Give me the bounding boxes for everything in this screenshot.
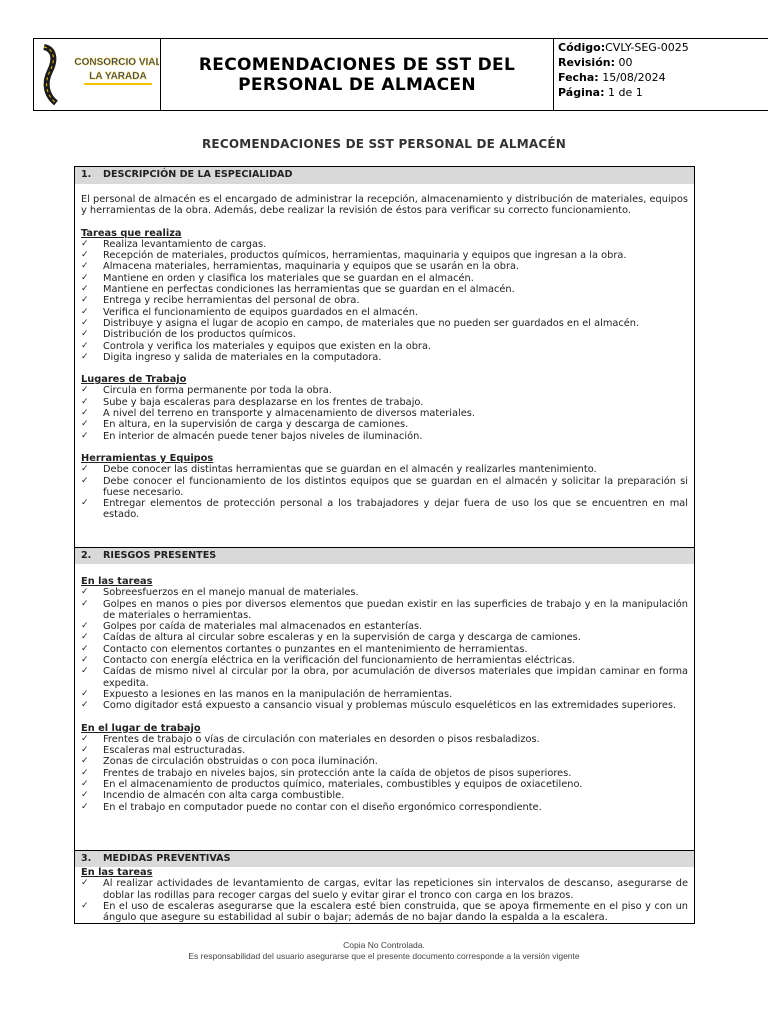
list-item-text: Caídas de mismo nivel al circular por la obra, por acumulación de diversos materiales que impidan caminar en forma expedita. bbox=[103, 666, 688, 689]
riesgos-tareas-list bbox=[81, 587, 688, 711]
medidas-tareas-heading: En las tareas bbox=[81, 867, 153, 878]
list-item bbox=[81, 689, 688, 700]
list-item-text: Recepción de materiales, productos químicos, herramientas, maquinaria y equipos que ingresan a la obra. bbox=[103, 250, 627, 262]
list-item bbox=[81, 632, 688, 643]
section-1-number: 1. bbox=[81, 169, 92, 180]
checkmark-icon: ✓ bbox=[81, 317, 89, 328]
lugares-heading: Lugares de Trabajo bbox=[81, 374, 187, 386]
list-item bbox=[81, 878, 688, 901]
footer-line1: Copia No Controlada. bbox=[343, 940, 425, 950]
list-item-text: Digita ingreso y salida de materiales en la computadora. bbox=[103, 351, 382, 363]
list-item-text: En interior de almacén puede tener bajos niveles de iluminación. bbox=[103, 430, 423, 442]
checkmark-icon: ✓ bbox=[81, 419, 89, 430]
checkmark-icon: ✓ bbox=[81, 655, 89, 666]
list-item bbox=[81, 385, 688, 396]
list-item-text: En el almacenamiento de productos químico, materiales, combustibles y equipos de oxiacetileno. bbox=[103, 779, 583, 791]
list-item bbox=[81, 655, 688, 666]
logo-line1: CONSORCIO VIAL bbox=[74, 57, 159, 68]
checkmark-icon: ✓ bbox=[81, 408, 89, 419]
checkmark-icon: ✓ bbox=[81, 475, 89, 486]
pagina-label: Página: bbox=[558, 86, 605, 99]
section-3-number: 3. bbox=[81, 853, 92, 864]
section-3-body bbox=[81, 867, 688, 923]
list-item bbox=[81, 318, 688, 329]
codigo-value: CVLY-SEG-0025 bbox=[605, 41, 689, 54]
list-item-text: Contacto con elementos cortantes o punzantes en el mantenimiento de herramientas. bbox=[103, 643, 528, 655]
checkmark-icon: ✓ bbox=[81, 790, 89, 801]
revision-label: Revisión: bbox=[558, 56, 615, 69]
list-item bbox=[81, 901, 688, 924]
checkmark-icon: ✓ bbox=[81, 396, 89, 407]
checkmark-icon: ✓ bbox=[81, 351, 89, 362]
list-item-text: Mantiene en orden y clasifica los materiales que se guardan en el almacén. bbox=[103, 272, 474, 284]
checkmark-icon: ✓ bbox=[81, 598, 89, 609]
checkmark-icon: ✓ bbox=[81, 700, 89, 711]
list-item-text: Controla y verifica los materiales y equipos que existen en la obra. bbox=[103, 340, 432, 352]
logo-line2: LA YARADA bbox=[89, 71, 147, 82]
list-item-text: Debe conocer el funcionamiento de los distintos equipos que se guardan en el almacén y solicitar la preparación si fuese necesario. bbox=[103, 475, 688, 498]
list-item-text: Frentes de trabajo en niveles bajos, sin protección ante la caída de objetos de pisos superiores. bbox=[103, 767, 572, 779]
section-2-body bbox=[81, 576, 688, 813]
list-item bbox=[81, 408, 688, 419]
checkmark-icon: ✓ bbox=[81, 498, 89, 509]
list-item bbox=[81, 397, 688, 408]
footer-line2: Es responsabilidad del usuario asegurarse que el presente documento corresponde a la versión vigente bbox=[188, 951, 580, 961]
checkmark-icon: ✓ bbox=[81, 900, 89, 911]
tareas-heading: Tareas que realiza bbox=[81, 227, 182, 239]
list-item bbox=[81, 419, 688, 430]
list-item bbox=[81, 621, 688, 632]
checkmark-icon: ✓ bbox=[81, 688, 89, 699]
list-item-text: Contacto con energía eléctrica en la verificación del funcionamiento de herramientas eléctricas. bbox=[103, 655, 576, 667]
section-3-header bbox=[75, 850, 694, 867]
list-item bbox=[81, 734, 688, 745]
checkmark-icon: ✓ bbox=[81, 756, 89, 767]
revision-value: 00 bbox=[618, 56, 633, 69]
list-item bbox=[81, 261, 688, 272]
section-2-header bbox=[75, 547, 694, 564]
list-item bbox=[81, 599, 688, 622]
list-item-text: Entrega y recibe herramientas del personal de obra. bbox=[103, 295, 360, 307]
list-item-text: Golpes en manos o pies por diversos elementos que puedan existir en las superficies de trabajo y en la manipulación de materiales o herramientas. bbox=[103, 598, 688, 621]
list-item-text: Debe conocer las distintas herramientas que se guardan en el almacén y realizarles mantenimiento. bbox=[103, 464, 597, 476]
list-item bbox=[81, 239, 688, 250]
list-item-text: A nivel del terreno en transporte y almacenamiento de diversos materiales. bbox=[103, 408, 475, 420]
section-2-number: 2. bbox=[81, 550, 92, 561]
list-item-text: Realiza levantamiento de cargas. bbox=[103, 238, 267, 250]
list-item-text: Circula en forma permanente por toda la obra. bbox=[103, 385, 332, 397]
list-item bbox=[81, 295, 688, 306]
checkmark-icon: ✓ bbox=[81, 643, 89, 654]
content-box bbox=[74, 166, 695, 924]
list-item bbox=[81, 273, 688, 284]
section-1-body bbox=[81, 194, 688, 521]
checkmark-icon: ✓ bbox=[81, 801, 89, 812]
list-item-text: Sobreesfuerzos en el manejo manual de materiales. bbox=[103, 587, 359, 599]
fecha-row bbox=[558, 70, 768, 85]
list-item bbox=[81, 745, 688, 756]
checkmark-icon: ✓ bbox=[81, 238, 89, 249]
fecha-label: Fecha: bbox=[558, 71, 599, 84]
list-item-text: Incendio de almacén con alta carga combustible. bbox=[103, 790, 345, 802]
list-item-text: Mantiene en perfectas condiciones las herramientas que se guardan en el almacén. bbox=[103, 284, 515, 296]
list-item bbox=[81, 329, 688, 340]
checkmark-icon: ✓ bbox=[81, 779, 89, 790]
section-2-title: RIESGOS PRESENTES bbox=[103, 550, 217, 561]
list-item bbox=[81, 666, 688, 689]
codigo-row bbox=[558, 40, 768, 55]
list-item-text: Como digitador está expuesto a cansancio visual y problemas músculo esqueléticos en las extremidades superiores. bbox=[103, 700, 677, 712]
list-item bbox=[81, 644, 688, 655]
list-item bbox=[81, 779, 688, 790]
checkmark-icon: ✓ bbox=[81, 430, 89, 441]
list-item-text: Entregar elementos de protección personal a los trabajadores y dejar fuera de uso los que se encuentren en mal estado. bbox=[103, 498, 688, 521]
checkmark-icon: ✓ bbox=[81, 878, 89, 889]
list-item-text: Al realizar actividades de levantamiento de cargas, evitar las repeticiones sin intervalos de descanso, asegurarse de doblar las rodillas para recoger cargas del suelo y evitar girar el tronco con carga en los brazos. bbox=[103, 878, 688, 901]
pagina-row bbox=[558, 85, 768, 100]
checkmark-icon: ✓ bbox=[81, 261, 89, 272]
checkmark-icon: ✓ bbox=[81, 340, 89, 351]
header-meta bbox=[554, 38, 768, 111]
list-item bbox=[81, 587, 688, 598]
list-item-text: En altura, en la supervisión de carga y descarga de camiones. bbox=[103, 419, 409, 431]
list-item-text: Sube y baja escaleras para desplazarse en los frentes de trabajo. bbox=[103, 396, 424, 408]
list-item bbox=[81, 700, 688, 711]
section-1-intro: El personal de almacén es el encargado de administrar la recepción, almacenamiento y distribución de materiales, equipos y herramientas de la obra. Además, debe realizar la revisión de éstos para verificar su correcto funcionamiento. bbox=[81, 194, 688, 217]
herramientas-heading: Herramientas y Equipos bbox=[81, 452, 214, 464]
checkmark-icon: ✓ bbox=[81, 767, 89, 778]
list-item bbox=[81, 341, 688, 352]
list-item-text: Caídas de altura al circular sobre escaleras y en la supervisión de carga y descarga de camiones. bbox=[103, 632, 581, 644]
section-1-title: DESCRIPCIÓN DE LA ESPECIALIDAD bbox=[103, 169, 293, 180]
list-item-text: Zonas de circulación obstruidas o con poca iluminación. bbox=[103, 756, 378, 768]
list-item bbox=[81, 284, 688, 295]
tareas-list bbox=[81, 239, 688, 363]
list-item-text: En el uso de escaleras asegurarse que la escalera esté bien construida, que se apoya firmemente en el piso y con un ángulo que asegure su estabilidad al subir o bajar; además de no bajar dando la espalda a la escalera. bbox=[103, 900, 688, 924]
checkmark-icon: ✓ bbox=[81, 385, 89, 396]
checkmark-icon: ✓ bbox=[81, 306, 89, 317]
list-item-text: Distribuye y asigna el lugar de acopio en campo, de materiales que no pueden ser guardados en el almacén. bbox=[103, 317, 640, 329]
herramientas-list bbox=[81, 464, 688, 520]
checkmark-icon: ✓ bbox=[81, 666, 89, 677]
list-item-text: Almacena materiales, herramientas, maquinaria y equipos que se usarán en la obra. bbox=[103, 261, 520, 273]
logo-cell bbox=[33, 38, 160, 111]
riesgos-lugar-heading: En el lugar de trabajo bbox=[81, 722, 201, 734]
checkmark-icon: ✓ bbox=[81, 250, 89, 261]
list-item-text: Golpes por caída de materiales mal almacenados en estanterías. bbox=[103, 621, 423, 633]
list-item-text: Escaleras mal estructuradas. bbox=[103, 745, 246, 757]
list-item-text: Verifica el funcionamiento de equipos guardados en el almacén. bbox=[103, 306, 419, 318]
codigo-label: Código: bbox=[558, 41, 606, 54]
pagina-value: 1 de 1 bbox=[608, 86, 643, 99]
list-item bbox=[81, 802, 688, 813]
footer bbox=[84, 940, 684, 962]
list-item bbox=[81, 352, 688, 363]
list-item bbox=[81, 464, 688, 475]
riesgos-lugar-list bbox=[81, 734, 688, 813]
header-title-cell bbox=[160, 38, 554, 111]
company-logo bbox=[34, 39, 159, 110]
medidas-tareas-list bbox=[81, 878, 688, 923]
list-item bbox=[81, 307, 688, 318]
checkmark-icon: ✓ bbox=[81, 587, 89, 598]
checkmark-icon: ✓ bbox=[81, 329, 89, 340]
checkmark-icon: ✓ bbox=[81, 272, 89, 283]
checkmark-icon: ✓ bbox=[81, 464, 89, 475]
section-main-title: RECOMENDACIONES DE SST PERSONAL DE ALMACÉN bbox=[201, 137, 567, 151]
list-item-text: Expuesto a lesiones en las manos en la manipulación de herramientas. bbox=[103, 688, 453, 700]
list-item bbox=[81, 768, 688, 779]
document-title: RECOMENDACIONES DE SST DEL PERSONAL DE ALMACEN bbox=[198, 54, 516, 95]
section-1-header bbox=[75, 167, 694, 184]
list-item bbox=[81, 756, 688, 767]
checkmark-icon: ✓ bbox=[81, 621, 89, 632]
lugares-list bbox=[81, 385, 688, 441]
list-item bbox=[81, 476, 688, 499]
list-item bbox=[81, 250, 688, 261]
checkmark-icon: ✓ bbox=[81, 733, 89, 744]
section-3-title: MEDIDAS PREVENTIVAS bbox=[103, 853, 231, 864]
riesgos-tareas-heading: En las tareas bbox=[81, 576, 153, 587]
checkmark-icon: ✓ bbox=[81, 632, 89, 643]
list-item bbox=[81, 431, 688, 442]
list-item-text: Frentes de trabajo o vías de circulación con materiales en desorden o pisos resbaladizos. bbox=[103, 733, 540, 745]
checkmark-icon: ✓ bbox=[81, 295, 89, 306]
list-item bbox=[81, 790, 688, 801]
list-item bbox=[81, 498, 688, 521]
list-item-text: En el trabajo en computador puede no contar con el diseño ergonómico correspondiente. bbox=[103, 801, 542, 813]
fecha-value: 15/08/2024 bbox=[602, 71, 666, 84]
checkmark-icon: ✓ bbox=[81, 745, 89, 756]
revision-row bbox=[558, 55, 768, 70]
checkmark-icon: ✓ bbox=[81, 284, 89, 295]
list-item-text: Distribución de los productos químicos. bbox=[103, 329, 297, 341]
